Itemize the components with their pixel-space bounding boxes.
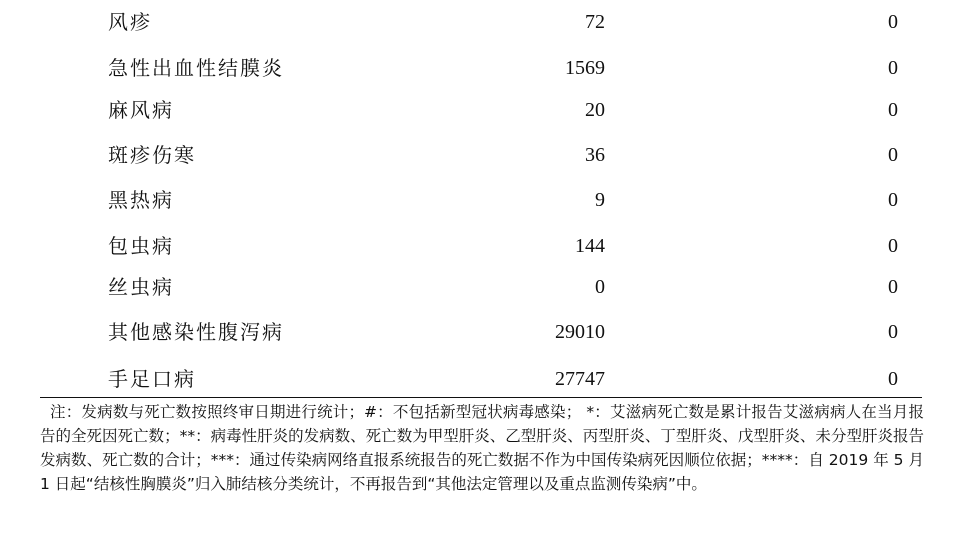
- death-count: 0: [888, 57, 898, 79]
- death-count: 0: [888, 368, 898, 390]
- death-count: 0: [888, 235, 898, 257]
- disease-name: 急性出血性结膜炎: [108, 56, 284, 80]
- disease-name: 其他感染性腹泻病: [108, 320, 284, 344]
- case-count: 36: [585, 144, 605, 166]
- disease-name: 黑热病: [108, 188, 174, 212]
- disease-name: 包虫病: [108, 234, 174, 258]
- case-count: 9: [595, 189, 605, 211]
- table-row: [0, 357, 961, 401]
- disease-name: 丝虫病: [108, 275, 174, 299]
- case-count: 29010: [555, 321, 605, 343]
- death-count: 0: [888, 321, 898, 343]
- table-row: [0, 265, 961, 309]
- table-row: [0, 224, 961, 268]
- case-count: 20: [585, 99, 605, 121]
- case-count: 1569: [565, 57, 605, 79]
- table-row: [0, 178, 961, 222]
- death-count: 0: [888, 11, 898, 33]
- case-count: 27747: [555, 368, 605, 390]
- case-count: 144: [575, 235, 605, 257]
- table-row: [0, 46, 961, 90]
- table-bottom-rule: [40, 397, 922, 398]
- disease-name: 手足口病: [108, 367, 196, 391]
- death-count: 0: [888, 276, 898, 298]
- table-row: [0, 310, 961, 354]
- disease-name: 麻风病: [108, 98, 174, 122]
- table-footnote: 注：发病数与死亡数按照终审日期进行统计；#：不包括新型冠状病毒感染； *：艾滋病死亡数是累计报告艾滋病病人在当月报告的全死因死亡数；**：病毒性肝炎的发病数、死亡数为甲型肝炎、乙型肝炎、丙型肝炎、丁型肝炎、戊型肝炎、未分型肝炎报告发病数、死亡数的合计；***：通过传染病网络直报系统报告的死亡数据不作为中国传染病死因顺位依据；****：自 2019 年 5 月 1 日起“结核性胸膜炎”归入肺结核分类统计，不再报告到“其他法定管理以及重点监测传染病”中。: [40, 403, 924, 493]
- case-count: 0: [595, 276, 605, 298]
- table-row: [0, 88, 961, 132]
- disease-name: 斑疹伤寒: [108, 143, 196, 167]
- disease-name: 风疹: [108, 10, 152, 34]
- death-count: 0: [888, 99, 898, 121]
- table-row: [0, 0, 961, 44]
- table-row: [0, 133, 961, 177]
- death-count: 0: [888, 144, 898, 166]
- case-count: 72: [585, 11, 605, 33]
- death-count: 0: [888, 189, 898, 211]
